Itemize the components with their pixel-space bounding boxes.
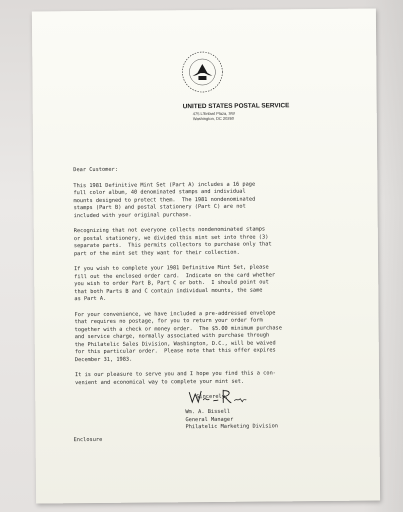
- usps-eagle-seal-icon: [180, 50, 224, 94]
- paragraph-2: Recognizing that not everyone collects nondenominated stamps or postal stationery, we divided this mint set into three (3) separate parts. This permits collectors to purchase only that part of the mint set they want for their collection.: [73, 226, 272, 257]
- agency-name: UNITED STATES POSTAL SERVICE: [182, 102, 290, 111]
- paragraph-1: This 1981 Definitive Mint Set (Part A) includes a 16 page full color album, 40 denominated stamps and individual mounts designed to protect them. The 1981 nondenominated stamps (Part B) and postal stationery (Part C) are not included with your original purchase.: [73, 181, 256, 219]
- salutation: Dear Customer:: [73, 166, 118, 174]
- signer-title: General Manager: [185, 416, 234, 423]
- agency-address-line-1: 475 L'Enfant Plaza, SW: [192, 110, 235, 117]
- paragraph-5: It is our pleasure to serve you and I hope you find this a con- venient and economical way to complete your mint set.: [75, 370, 276, 386]
- signer-division: Philatelic Marketing Division: [185, 423, 279, 431]
- agency-address-line-2: Washington, DC 20260: [192, 115, 235, 122]
- letter-page: [32, 9, 380, 504]
- paragraph-3: If you wish to complete your 1981 Definitive Mint Set, please fill out the enclosed order card. Indicate on the card whether you wish to order Part B, Part C or both. I should point out that both Parts B and C contain individual mounts, the same as Part A.: [74, 264, 276, 303]
- signature-image: [187, 388, 247, 407]
- signer-name: Wm. A. Bissell: [185, 408, 231, 416]
- paragraph-4: For your convenience, we have included a pre-addressed envelope that requires no postage, for you to return your order form together with a check or money order. The $5.00 minimum purchase and service charge, normally associated with purchase through the Philatelic Sales Division, Washington, D.C., will be waived for this particular order. Please note that this offer expires December 31, 1983.: [74, 309, 282, 363]
- letter-body: [73, 165, 375, 403]
- signature-block: [185, 408, 335, 432]
- closing: Sincerely,: [196, 393, 229, 401]
- enclosure-note: Enclosure: [73, 436, 103, 444]
